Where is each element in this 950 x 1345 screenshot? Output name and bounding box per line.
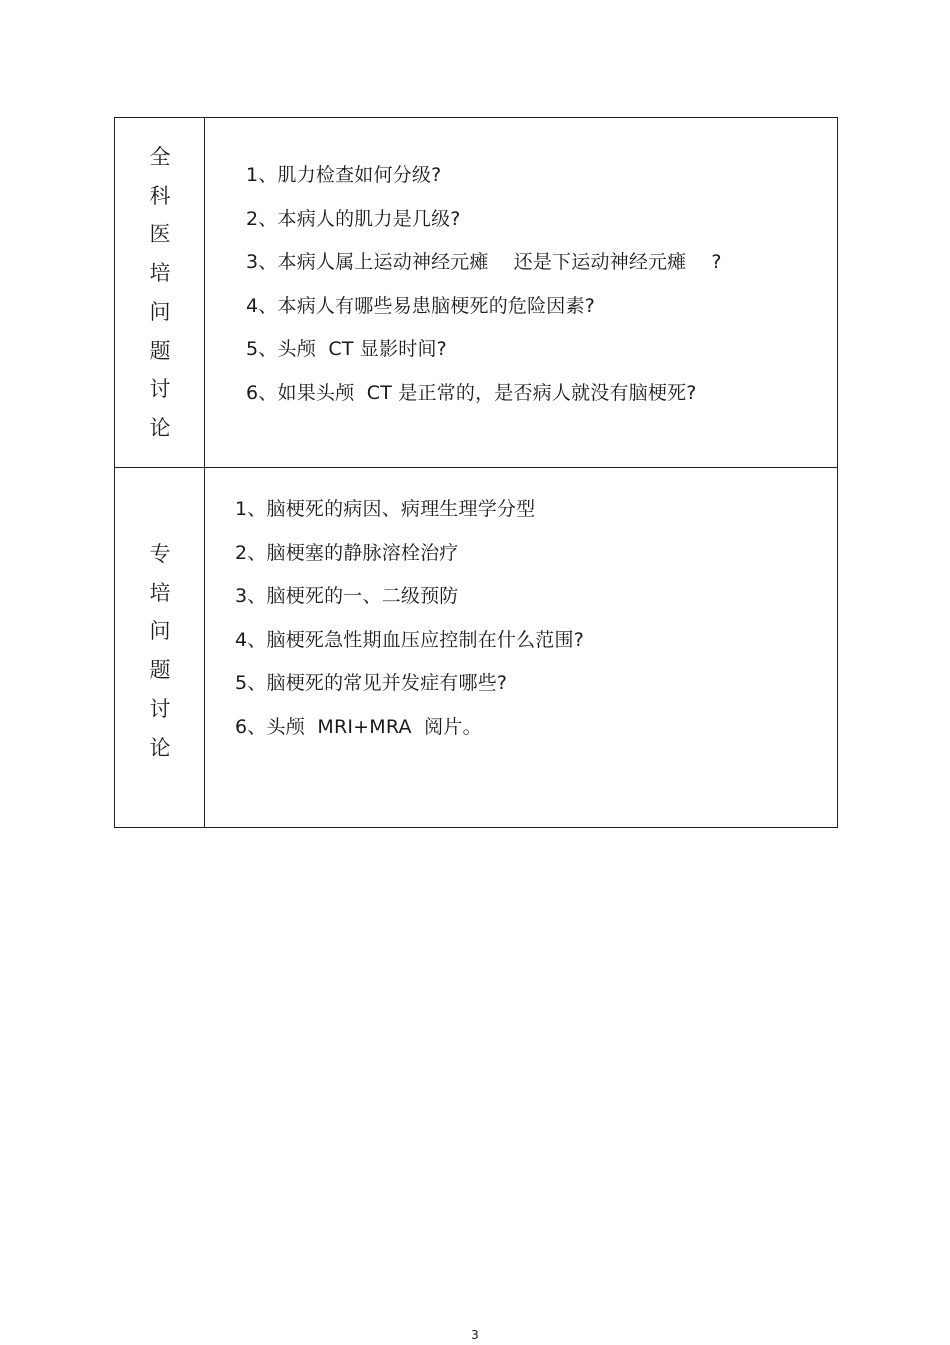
question-item: 1、肌力检查如何分级? [246,164,442,186]
question-item: 4、脑梗死急性期血压应控制在什么范围? [235,628,584,651]
label-char: 专 [149,542,171,566]
label-char: 题 [149,658,171,683]
label-char: 讨 [149,696,171,721]
question-item: 3、本病人属上运动神经元瘫 还是下运动神经元瘫 ? [246,251,722,273]
label-char: 论 [149,415,171,440]
discussion-table [114,117,838,828]
label-char: 科 [149,183,171,208]
general-practice-question-list [246,154,722,415]
label-char: 问 [149,619,171,644]
question-item: 2、脑梗塞的静脉溶栓治疗 [235,541,459,564]
specialist-questions-cell [206,468,837,827]
general-practice-label [115,138,205,448]
label-char: 问 [149,299,171,324]
label-char: 培 [149,580,171,605]
question-item: 1、脑梗死的病因、病理生理学分型 [235,498,536,520]
specialist-label [115,535,205,767]
label-char: 全 [149,145,171,169]
question-item: 5、脑梗死的常见并发症有哪些? [235,672,508,694]
page-number: 3 [471,1328,479,1342]
question-item: 6、如果头颅 CT 是正常的，是否病人就没有脑梗死? [246,381,697,404]
specialist-question-list [235,488,584,749]
question-item: 3、脑梗死的一、二级预防 [235,585,459,607]
question-item: 4、本病人有哪些易患脑梗死的危险因素? [246,294,595,317]
label-char: 培 [149,261,171,286]
general-practice-questions-cell [206,118,837,467]
specialist-label-cell [115,468,205,827]
specialist-row [115,468,837,827]
question-item: 2、本病人的肌力是几级? [246,207,461,230]
label-char: 讨 [149,377,171,402]
label-char: 医 [149,222,171,247]
question-item: 6、头颅 MRI+MRA 阅片。 [235,715,482,738]
label-char: 论 [149,735,171,760]
question-item: 5、头颅 CT 显影时间? [246,338,447,360]
general-practice-label-cell [115,118,205,467]
label-char: 题 [149,338,171,363]
general-practice-row [115,118,837,468]
